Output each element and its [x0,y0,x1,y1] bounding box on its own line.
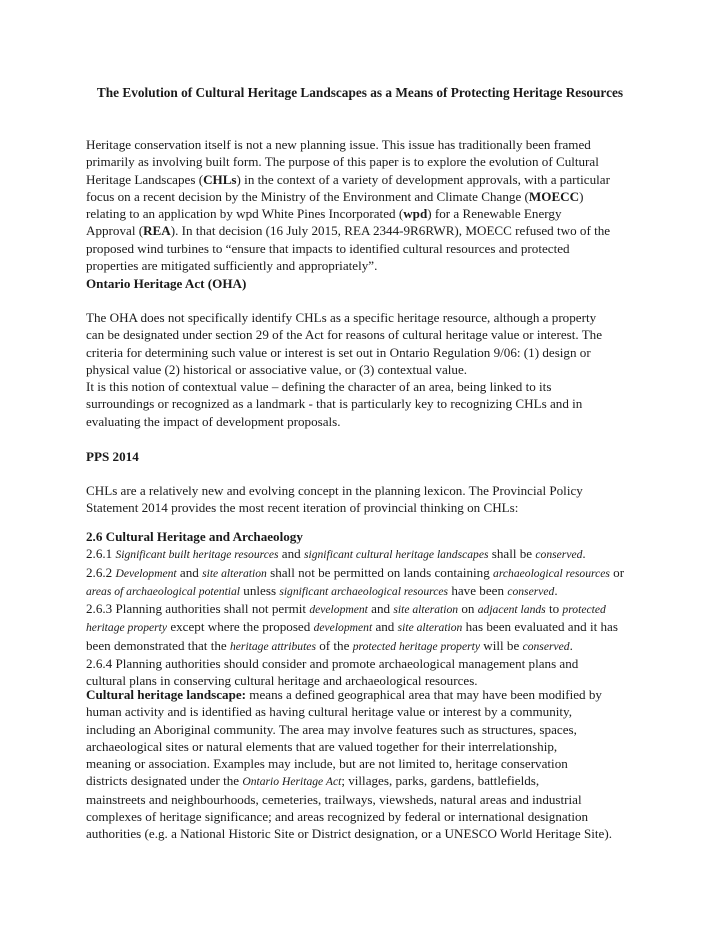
text-span: unless [240,582,280,598]
defined-term: Development [115,566,177,580]
section-heading-oha: Ontario Heritage Act (OHA) [86,276,247,291]
oha-paragraph-2 [86,378,646,430]
policy-2-6-3-cont [86,637,646,655]
text-line: human activity and is identified as having cultural heritage value or interest by a community, [86,704,573,720]
text-line [86,772,646,790]
defined-term: areas of archaeological potential [86,584,241,598]
policy-2-6-2-cont [86,582,646,600]
text-span: on [458,601,478,617]
policy-2-6-3-cont [86,618,646,636]
text-line: CHLs are a relatively new and evolving concept in the planning lexicon. The Provincial Policy [86,483,583,498]
text-line: It is this notion of contextual value – defining the character of an area, being linked to its [86,379,552,394]
defined-term: conserved [522,639,570,653]
text-span: focus on a recent decision by the Ministry of the Environment and Climate Change ( [86,188,529,204]
text-line: archaeological sites or natural elements that are valued together for their interrelationship, [86,738,558,754]
defined-term: heritage attributes [229,639,316,653]
text-span: means a defined geographical area that may have been modified by [246,687,602,702]
text-span: ). In that decision (16 July 2015, REA 2344-9R6RWR), MOECC refused two of the [170,223,611,239]
policy-heading: 2.6 Cultural Heritage and Archaeology [86,529,303,544]
defined-term: adjacent lands [477,603,546,617]
text-span: 2.6.1 [86,546,116,562]
text-span: and [176,564,203,580]
defined-term: conserved [507,584,555,598]
text-span: has been evaluated and it has [462,619,618,635]
text-span: shall be [488,546,536,562]
text-line [86,222,646,239]
defined-term: archaeological resources [493,566,610,580]
text-span: ) for a Renewable Energy [427,206,562,222]
text-span: ) [579,188,584,204]
acronym-rea: REA [143,223,171,239]
text-span: relating to an application by wpd White Pines Incorporated ( [86,206,404,222]
text-span: except where the proposed [167,619,314,635]
acronym-chls: CHLs [203,171,237,187]
text-line [86,188,646,205]
text-span: 2.6.3 Planning authorities shall not permit [86,601,310,617]
policy-2-6-4: 2.6.4 Planning authorities should consider and promote archaeological management plans and [86,656,579,672]
defined-term: site alteration [202,566,267,580]
text-span: Heritage Landscapes ( [86,171,204,187]
policy-2-6-1 [86,545,646,563]
document-title: The Evolution of Cultural Heritage Landscapes as a Means of Protecting Heritage Resources [96,85,624,100]
defined-term: protected [562,603,606,617]
text-span: will be [480,637,523,653]
text-line [86,686,646,703]
text-line: Heritage conservation itself is not a new planning issue. This issue has traditionally been framed [86,137,591,152]
text-span: been demonstrated that the [86,637,230,653]
text-span: have been [448,582,508,598]
intro-paragraph [86,136,646,274]
definition-paragraph [86,686,646,843]
text-span: districts designated under the [86,773,243,789]
text-line: authorities (e.g. a National Historic Site or District designation, or a UNESCO World Heritage Site). [86,826,612,842]
text-line: The OHA does not specifically identify CHLs as a specific heritage resource, although a property [86,310,597,325]
text-span: to [545,601,563,617]
text-span: of the [315,637,353,653]
defined-term: heritage property [86,621,168,635]
text-line: meaning or association. Examples may include, but are not limited to, heritage conservation [86,756,568,772]
acronym-wpd: wpd [403,206,428,222]
act-title: Ontario Heritage Act [242,775,342,789]
text-span: . [554,582,558,598]
section-heading-pps: PPS 2014 [86,449,139,464]
policy-2-6-2 [86,564,646,582]
defined-term: site alteration [393,603,459,617]
text-span: and [372,619,398,635]
oha-paragraph-1 [86,309,646,378]
text-span: shall not be permitted on lands containing [266,564,494,580]
text-line: including an Aboriginal community. The area may involve features such as structures, spaces, [86,721,577,737]
text-line: primarily as involving built form. The purpose of this paper is to explore the evolution of Cultural [86,154,599,170]
text-line: physical value (2) historical or associative value, or (3) contextual value. [86,361,468,377]
text-span: . [582,546,586,562]
defined-term: development [313,621,373,635]
pps-paragraph [86,482,646,517]
text-span: 2.6.2 [86,564,116,580]
text-span: Approval ( [86,223,144,239]
text-span: and [367,601,394,617]
policy-2-6-4-cont: cultural plans in conserving cultural heritage and archaeological resources. [86,673,478,689]
text-span: ) in the context of a variety of development approvals, with a particular [236,171,610,187]
text-span: and [278,546,304,562]
defined-term: Significant built heritage resources [115,548,279,562]
defined-term: site alteration [397,621,463,635]
defined-term: conserved [535,548,583,562]
acronym-moecc: MOECC [528,188,580,204]
policy-section [86,528,646,690]
text-line: complexes of heritage significance; and areas recognized by federal or international designation [86,809,589,825]
text-line [86,205,646,222]
text-line: properties are mitigated sufficiently and appropriately”. [86,258,378,274]
defined-term: significant archaeological resources [279,584,449,598]
defined-term: protected heritage property [352,639,480,653]
text-line: criteria for determining such value or interest is set out in Ontario Regulation 9/06: (1) design or [86,344,591,360]
policy-2-6-3 [86,600,646,618]
text-span: ; villages, parks, gardens, battlefields, [341,773,540,789]
text-span: . [569,637,573,653]
text-line: mainstreets and neighbourhoods, cemeteries, trailways, viewsheds, natural areas and industrial [86,791,582,807]
defined-term: development [309,603,368,617]
definition-term: Cultural heritage landscape: [86,687,247,702]
text-line: proposed wind turbines to “ensure that impacts to identified cultural resources and protected [86,240,570,256]
text-line: Statement 2014 provides the most recent iteration of provincial thinking on CHLs: [86,500,519,516]
text-span: or [609,564,625,580]
defined-term: significant cultural heritage landscapes [303,548,489,562]
text-line: evaluating the impact of development proposals. [86,413,341,429]
text-line [86,171,646,188]
text-line: surroundings or recognized as a landmark - that is particularly key to recognizing CHLs and in [86,396,583,412]
text-line: can be designated under section 29 of the Act for reasons of cultural heritage value or interest. The [86,327,603,343]
